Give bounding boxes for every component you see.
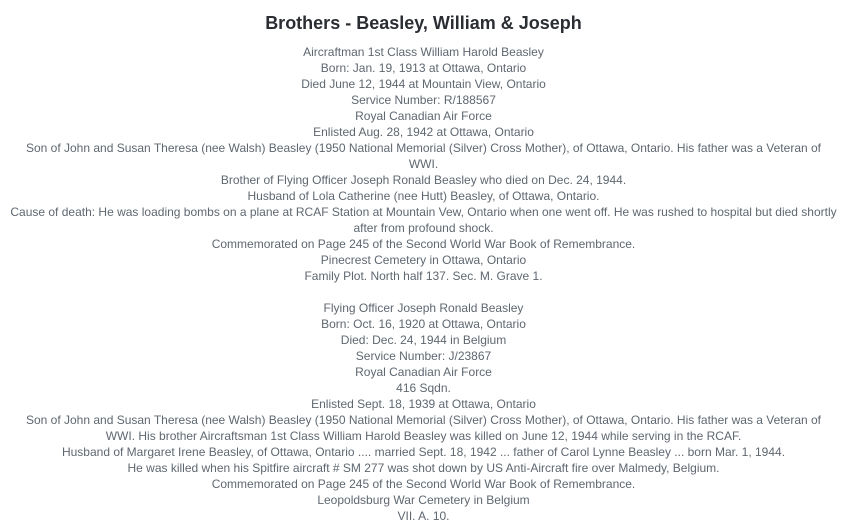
page-title: Brothers - Beasley, William & Joseph xyxy=(265,13,582,33)
joseph-parents: Son of John and Susan Theresa (nee Walsh) Beasley (1950 National Memorial (Silver) Cross Mother), of Ottawa, Ontario. His father was a Veteran of WWI. His brother Aircraftsman 1st Class William Harold Beasley was killed on June 12, 1944 while serving in the RCAF. xyxy=(25,413,822,443)
william-died: Died June 12, 1944 at Mountain View, Ontario xyxy=(301,77,546,91)
joseph-squadron: 416 Sqdn. xyxy=(396,381,451,395)
joseph-died: Died: Dec. 24, 1944 in Belgium xyxy=(340,333,507,347)
william-parents: Son of John and Susan Theresa (nee Walsh) Beasley (1950 National Memorial (Silver) Cross Mother), of Ottawa, Ontario. His father was a Veteran of WWI. xyxy=(25,141,822,171)
william-grave: Family Plot. North half 137. Sec. M. Grave 1. xyxy=(304,269,543,283)
william-cemetery: Pinecrest Cemetery in Ottawa, Ontario xyxy=(320,253,527,267)
joseph-born: Born: Oct. 16, 1920 at Ottawa, Ontario xyxy=(321,317,526,331)
william-spouse: Husband of Lola Catherine (nee Hutt) Beasley, of Ottawa, Ontario. xyxy=(247,189,600,203)
william-enlisted: Enlisted Aug. 28, 1942 at Ottawa, Ontario xyxy=(313,125,534,139)
joseph-grave: VII. A. 10. xyxy=(397,509,450,523)
william-cause-of-death: Cause of death: He was loading bombs on a plane at RCAF Station at Mountain Vew, Ontario when one went off. He was rushed to hospital but died shortly after from profound shock. xyxy=(10,205,837,235)
joseph-beasley-section xyxy=(10,300,837,524)
william-branch: Royal Canadian Air Force xyxy=(355,109,492,123)
joseph-enlisted: Enlisted Sept. 18, 1939 at Ottawa, Ontario xyxy=(311,397,536,411)
joseph-cemetery: Leopoldsburg War Cemetery in Belgium xyxy=(317,493,530,507)
joseph-rank-name: Flying Officer Joseph Ronald Beasley xyxy=(323,301,524,315)
joseph-branch: Royal Canadian Air Force xyxy=(355,365,492,379)
william-born: Born: Jan. 19, 1913 at Ottawa, Ontario xyxy=(320,61,527,75)
william-commemoration: Commemorated on Page 245 of the Second World War Book of Remembrance. xyxy=(211,237,636,251)
william-service-number: Service Number: R/188567 xyxy=(351,93,496,107)
joseph-spouse: Husband of Margaret Irene Beasley, of Ottawa, Ontario .... married Sept. 18, 1942 ... father of Carol Lynne Beasley ... born Mar. 1, 1944. xyxy=(61,445,786,459)
william-beasley-section xyxy=(10,44,837,284)
joseph-commemoration: Commemorated on Page 245 of the Second World War Book of Remembrance. xyxy=(211,477,636,491)
william-rank-name: Aircraftman 1st Class William Harold Beasley xyxy=(303,45,544,59)
joseph-service-number: Service Number: J/23867 xyxy=(355,349,492,363)
william-brother: Brother of Flying Officer Joseph Ronald Beasley who died on Dec. 24, 1944. xyxy=(220,173,627,187)
joseph-cause-of-death: He was killed when his Spitfire aircraft # SM 277 was shot down by US Anti-Aircraft fire over Malmedy, Belgium. xyxy=(127,461,720,475)
